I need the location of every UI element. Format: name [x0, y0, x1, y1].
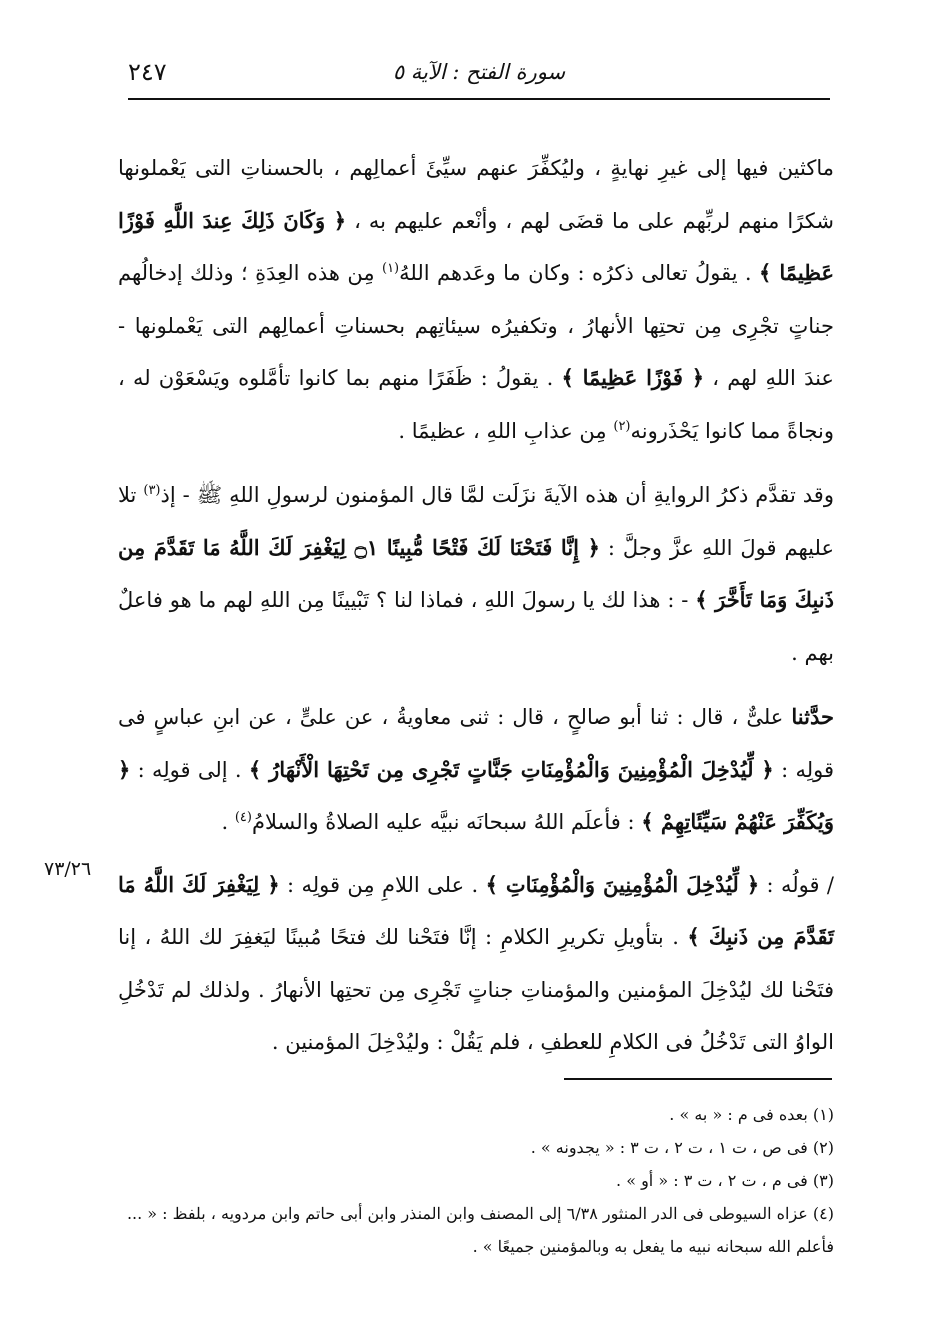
paragraph: [118, 469, 834, 679]
quran-quote: ﴿ لِيَغْفِرَ لَكَ اللَّهُ مَا تَقَدَّمَ مِن ذَنبِكَ ﴾: [118, 871, 834, 949]
marginal-reference: ٧٣/٢٦: [44, 858, 92, 880]
quran-quote: ﴿ وَيُكَفِّرَ عَنْهُمْ سَيِّئَاتِهِمْ ﴾: [118, 756, 834, 834]
body-text: [118, 142, 834, 1069]
footnote-ref: (١): [381, 261, 400, 276]
quran-quote: ﴿ لِّيُدْخِلَ الْمُؤْمِنِينَ وَالْمُؤْمِنَاتِ ﴾: [485, 871, 760, 897]
footnote: (٢) فى ص ، ت ١ ، ت ٢ ، ت ٣ : « يجدونه » .: [530, 1138, 834, 1157]
text-segment: وقد تقدَّم ذكرُ الروايةِ أن هذه الآيةَ نزَلَت لمَّا قال المؤمنون لرسولِ اللهِ ﷺ - إذ: [160, 483, 834, 507]
paragraph: [118, 859, 834, 1069]
page-number: ٢٤٧: [128, 58, 167, 86]
footnote: (٣) فى م ، ت ٢ ، ت ٣ : « أو » .: [616, 1171, 834, 1190]
footnote-divider: [564, 1078, 832, 1080]
footnotes: [118, 1098, 834, 1263]
text-segment: . بتأويلِ تكريرِ الكلامِ : إنَّا فتَحْنا لك فتحًا مُبينًا ليَغفِرَ لك اللهُ ، إنا فتَحْنا لك ليُدْخِلَ المؤمنين والمؤمناتِ جناتٍ تَجْرِى مِن تحتِها الأنهارُ . ولذلك لم تَدْخُلِ الواوُ التى تَدْخُلُ فى الكلامِ للعطفِ ، فلم يَقُلْ : وليُدْخِلَ المؤمنين .: [118, 925, 834, 1054]
footnote-ref: (٢): [613, 418, 631, 434]
quran-quote: ﴿ فَوْزًا عَظِيمًا ﴾: [561, 365, 705, 390]
text-segment: . إلى قولِه :: [137, 757, 242, 782]
text-segment: .: [221, 810, 229, 834]
hadith-lead: حدَّثنا: [791, 704, 834, 729]
footnote: (١) بعده فى م : « به » .: [669, 1105, 834, 1124]
paragraph: [118, 142, 834, 457]
text-segment: مِن عذابِ اللهِ ، عظيمًا .: [398, 418, 607, 443]
text-segment: : فأعلَم اللهُ سبحانَه نبيَّه عليه الصلاةُ والسلامُ: [251, 810, 635, 834]
text-segment: . يقولُ تعالى ذكرُه : وكان ما وعَدهم اللهُ: [399, 261, 752, 285]
running-title: سورة الفتح : الآية ٥: [392, 60, 566, 84]
text-segment: - : هذا لك يا رسولَ اللهِ ، فماذا لنا ؟ تَبْيينًا مِن اللهِ لهم ما هو فاعلٌ بهم .: [118, 588, 834, 665]
text-segment: ماكثين فيها إلى غيرِ نهايةٍ ، وليُكفِّرَ عنهم سيِّئَ أعمالِهم ، بالحسناتِ التى يَعْملونها شكرًا منهم لربِّهم على ما قضَى لهم ، وأنْعم عليهم به ،: [118, 156, 834, 233]
page-header: [128, 52, 830, 100]
quran-quote: ﴿ إِنَّا فَتَحْنَا لَكَ فَتْحًا مُّبِينًا ۝١ لِيَغْفِرَ لَكَ اللَّهُ مَا تَقَدَّمَ مِن ذَنبِكَ وَمَا تَأَخَّرَ ﴾: [118, 534, 834, 612]
footnote: (٤) عزاه السيوطى فى الدر المنثور ٦/٣٨ إلى المصنف وابن المنذر وابن أبى حاتم وابن مردويه ، بلفظ : « ... فأعلم الله سبحانه نبيه ما يفعل به وبالمؤمنين جميعًا » .: [126, 1204, 834, 1256]
text-segment: علىٌّ ، قال : ثنا أبو صالحٍ ، قال : ثنى معاويةُ ، عن علىٍّ ، عن ابنِ عباسٍ فى قولِه :: [118, 705, 834, 782]
quran-quote: ﴿ وَكَانَ ذَلِكَ عِندَ اللَّهِ فَوْزًا عَظِيمًا ﴾: [118, 207, 834, 285]
quran-quote: ﴿ لِّيُدْخِلَ الْمُؤْمِنِينَ وَالْمُؤْمِنَاتِ جَنَّاتٍ تَجْرِى مِن تَحْتِهَا الْأَنْهَارُ ﴾: [248, 756, 774, 782]
text-segment: / قولُه :: [766, 872, 834, 897]
text-segment: مِن هذه العِدَةِ ؛ وذلك إدخالُهم جناتٍ تجْرِى مِن تحتِها الأنهارُ ، وتكفيرُه سيئاتِهم بحسناتِ أعمالِهم التى يَعْملونها - عندَ اللهِ لهم ،: [118, 261, 834, 390]
text-segment: تلا عليهم قولَ اللهِ عزَّ وجلَّ :: [118, 483, 834, 560]
footnote-ref: (٤): [234, 810, 252, 825]
footnote-ref: (٣): [143, 483, 161, 498]
text-segment: . يقولُ : ظَفَرًا منهم بما كانوا تأمَّلوه ويَسْعَوْن له ، ونجاةً مما كانوا يَحْذَرونه: [118, 366, 834, 443]
paragraph: [118, 691, 834, 849]
text-segment: . على اللامِ مِن قولِه :: [287, 872, 479, 897]
